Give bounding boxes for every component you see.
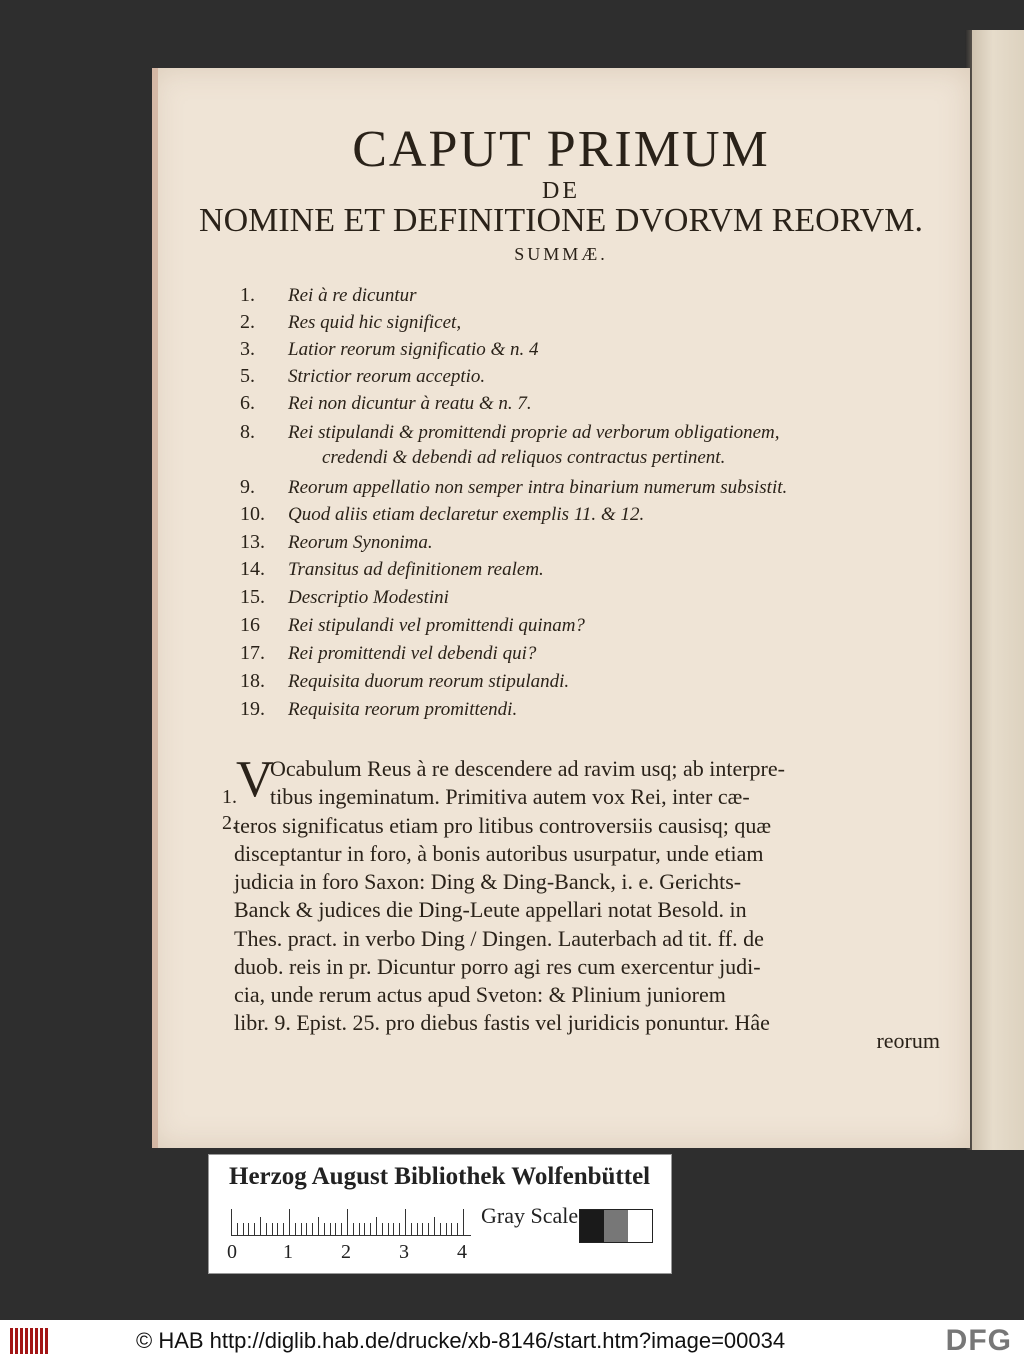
ruler-tick [295,1223,296,1235]
summary-item: 1. Rei à re dicuntur [240,284,417,306]
ruler-number: 0 [227,1241,237,1263]
ruler-tick [382,1223,383,1235]
ruler-tick [266,1223,267,1235]
ruler-tick [318,1217,319,1235]
gray-scale-label: Gray Scale [481,1203,579,1228]
ruler-tick [451,1223,452,1235]
copyright-url[interactable]: © HAB http://diglib.hab.de/drucke/xb-8146/start.htm?image=00034 [136,1328,786,1353]
ruler-tick [248,1223,249,1235]
ruler-tick [393,1223,394,1235]
text-line: disceptantur in foro, à bonis autoribus usurpatur, unde etiam [234,841,764,866]
text-line: judicia in foro Saxon: Ding & Ding-Banck, i. e. Gerichts- [234,869,742,894]
ruler-tick [364,1223,365,1235]
text-line: teros significatus etiam pro litibus controversiis causisq; quæ [234,813,772,838]
text-line: libr. 9. Epist. 25. pro diebus fastis vel juridicis ponuntur. Hâe [234,1010,770,1035]
catchword: reorum [876,1028,940,1053]
ruler-numbers [227,1241,487,1263]
facing-page-edge [972,30,1024,1150]
margin-number: 1. [222,786,237,808]
summary-item: 2. Res quid hic significet, [240,311,462,333]
summary-item: 17. Rei promittendi vel debendi qui? [240,642,537,664]
ruler-tick [324,1223,325,1235]
ruler-tick [388,1223,389,1235]
summary-item: 3. Latior reorum significatio & n. 4 [240,338,539,360]
summary-item-continuation: credendi & debendi ad reliquos contractus pertinent. [322,447,726,468]
ruler-tick [306,1223,307,1235]
ruler-tick [399,1223,400,1235]
footer-bar [0,1320,1024,1362]
ruler-tick [440,1223,441,1235]
summary-item: 18. Requisita duorum reorum stipulandi. [240,670,570,692]
ruler-tick [277,1223,278,1235]
summary-item: 8. Rei stipulandi & promittendi proprie ad verborum obligationem, [240,421,780,443]
summary-item: 16 Rei stipulandi vel promittendi quinam? [240,614,585,636]
summary-item: 6. Rei non dicuntur à reatu & n. 7. [240,392,532,414]
ruler-tick [341,1223,342,1235]
ruler-tick [405,1209,406,1235]
summary-item: 14. Transitus ad definitionem realem. [240,558,544,580]
text-line: duob. reis in pr. Dicuntur porro agi res cum exercentur judi- [234,954,761,979]
gray-scale-swatches [579,1209,653,1243]
summary-item: 9. Reorum appellatio non semper intra binarium numerum subsistit. [240,476,788,498]
ruler-tick [289,1209,290,1235]
text-line: cia, unde rerum actus apud Sveton: & Plinium juniorem [234,982,726,1007]
ruler-tick [312,1223,313,1235]
chapter-de: DE [542,178,580,204]
drop-cap: V [236,751,274,808]
ruler-tick [243,1223,244,1235]
ruler-tick [376,1217,377,1235]
ruler-tick [353,1223,354,1235]
ruler-tick [463,1209,464,1235]
ruler-tick [422,1223,423,1235]
ruler-number: 1 [283,1241,293,1263]
hab-logo-icon [10,1328,50,1354]
text-line: Ocabulum Reus à re descendere ad ravim usq; ab interpre- [270,756,785,781]
ruler-tick [359,1223,360,1235]
book-page [152,68,970,1148]
chapter-title: CAPUT PRIMUM [352,121,770,178]
margin-number: 2. [222,812,237,834]
ruler-tick [347,1209,348,1235]
ruler-tick [411,1223,412,1235]
library-name: Herzog August Bibliothek Wolfenbüttel [229,1163,651,1190]
summae-heading: SUMMÆ. [514,244,608,264]
text-line: Thes. pract. in verbo Ding / Dingen. Lauterbach ad tit. ff. de [234,926,764,951]
ruler-number: 3 [399,1241,409,1263]
summary-item: 15. Descriptio Modestini [240,586,449,608]
scale-ruler [231,1207,471,1236]
ruler-tick [231,1209,232,1235]
ruler-tick [457,1223,458,1235]
gray-swatch [580,1210,604,1242]
gray-swatch [604,1210,628,1242]
gray-swatch [628,1210,652,1242]
ruler-number: 4 [457,1241,467,1263]
ruler-tick [434,1217,435,1235]
ruler-tick [260,1217,261,1235]
ruler-tick [330,1223,331,1235]
ruler-tick [272,1223,273,1235]
ruler-tick [370,1223,371,1235]
ruler-tick [301,1223,302,1235]
ruler-tick [283,1223,284,1235]
summary-item: 10. Quod aliis etiam declaretur exemplis 11. & 12. [240,503,645,525]
dfg-logo: DFG [945,1324,1012,1357]
chapter-subtitle: NOMINE ET DEFINITIONE DVORVM REORVM. [199,202,923,239]
text-line: tibus ingeminatum. Primitiva autem vox Rei, inter cæ- [270,784,750,809]
ruler-tick [237,1223,238,1235]
ruler-number: 2 [341,1241,351,1263]
ruler-tick [417,1223,418,1235]
ruler-tick [335,1223,336,1235]
summary-item: 13. Reorum Synonima. [240,531,433,553]
text-line: Banck & judices die Ding-Leute appellari notat Besold. in [234,897,747,922]
summary-item: 19. Requisita reorum promittendi. [240,698,518,720]
color-reference-bar [208,1154,672,1274]
summary-item: 5. Strictior reorum acceptio. [240,365,486,387]
ruler-tick [428,1223,429,1235]
ruler-tick [446,1223,447,1235]
ruler-tick [254,1223,255,1235]
